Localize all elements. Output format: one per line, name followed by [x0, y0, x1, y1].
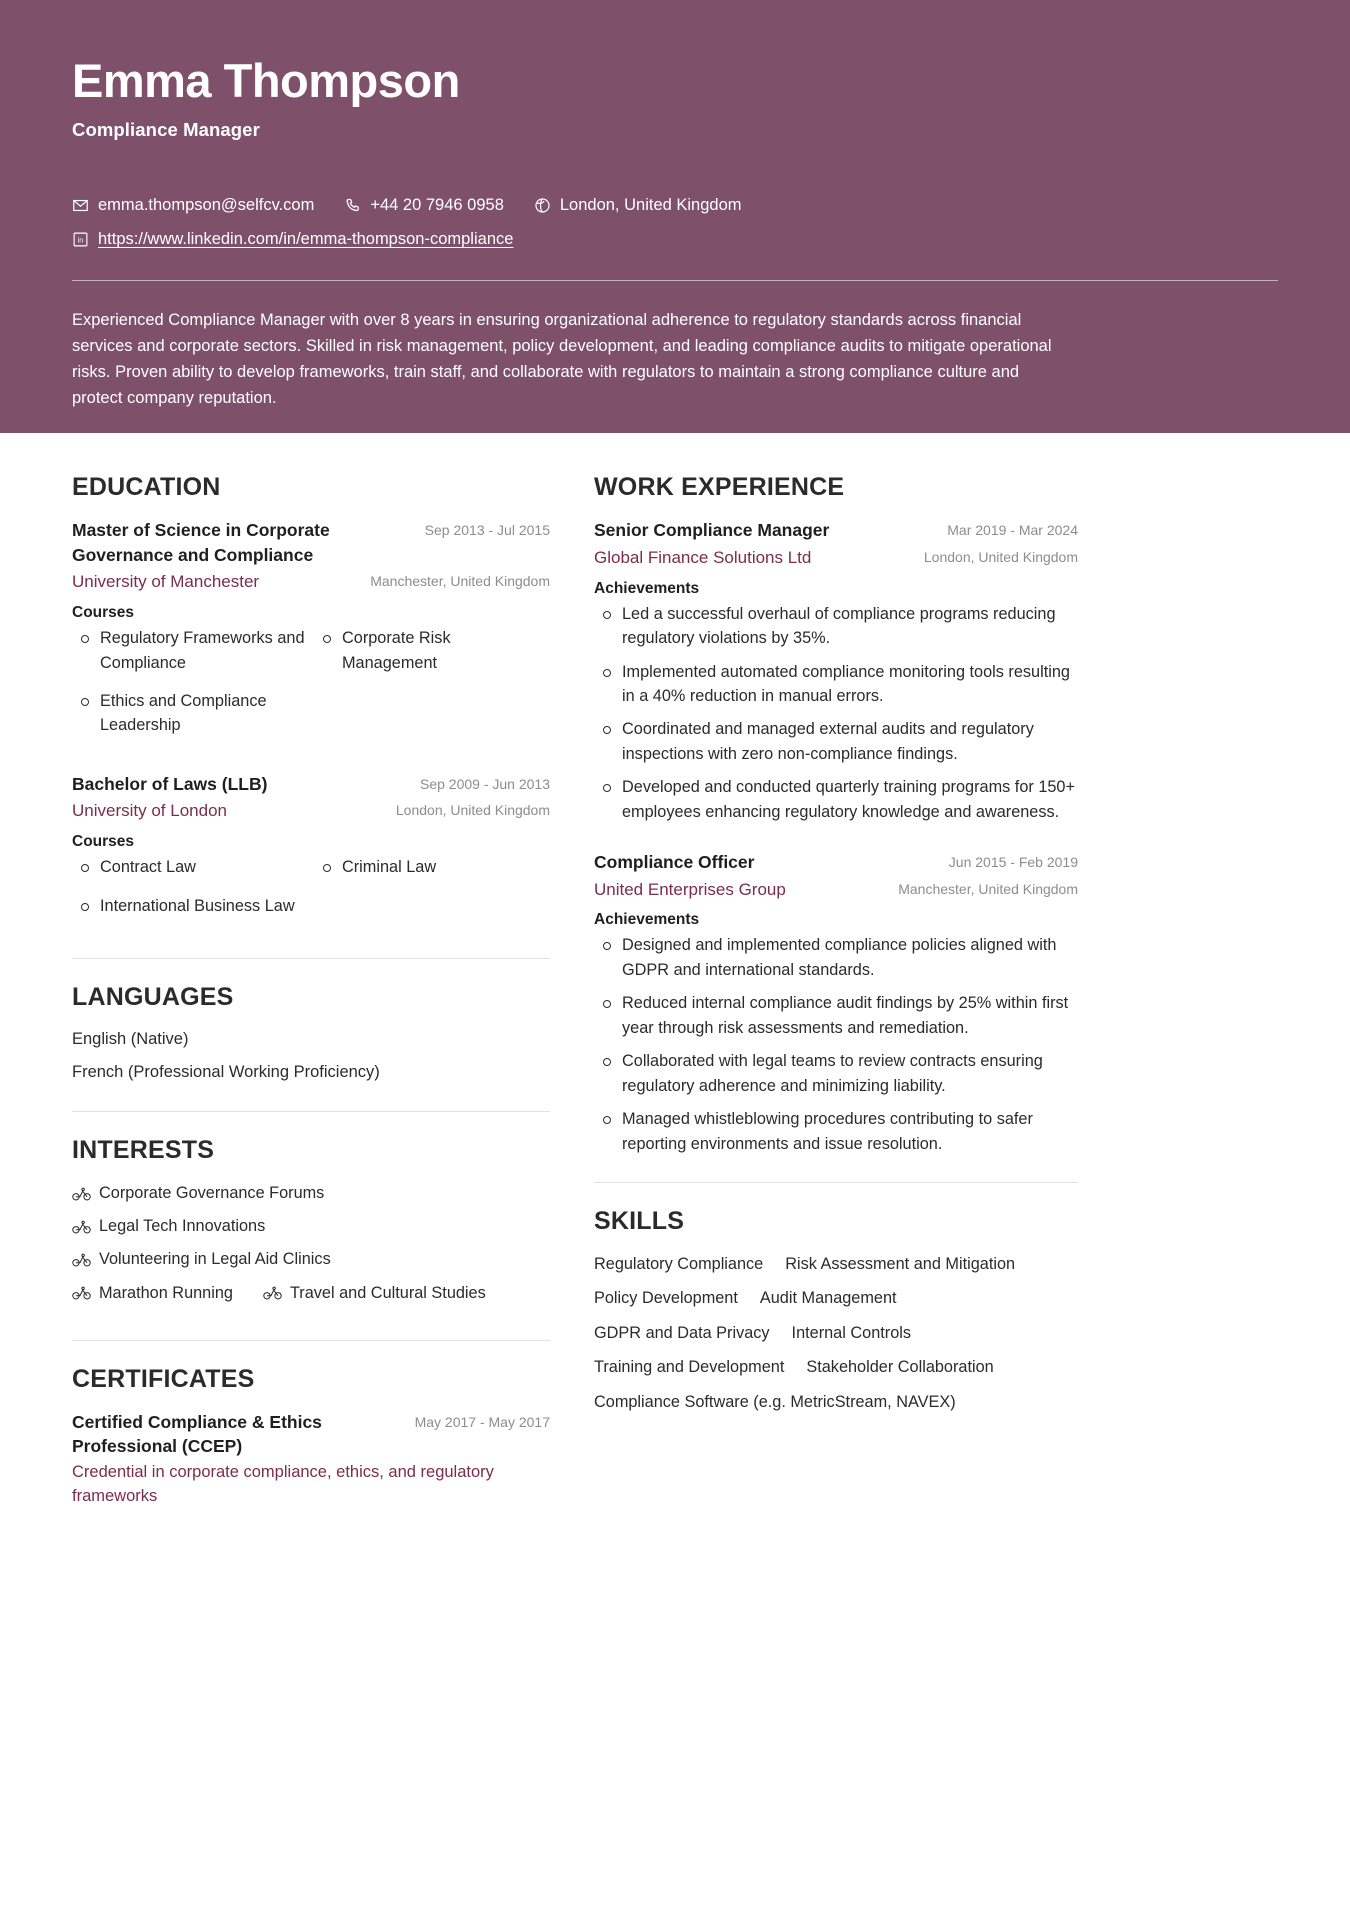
interest-label: Corporate Governance Forums: [99, 1183, 325, 1202]
section-work-experience: [594, 473, 1078, 1156]
interest-item: [72, 1281, 233, 1306]
education-school: University of Manchester: [72, 572, 260, 592]
divider-interests-certificates: [72, 1340, 550, 1341]
interest-item: [72, 1214, 542, 1239]
skills-section-title: SKILLS: [594, 1206, 685, 1235]
skills-list: [594, 1252, 1078, 1424]
education-degree: Bachelor of Laws (LLB): [72, 773, 268, 794]
skill-item: Audit Management: [759, 1289, 897, 1308]
course-item: Ethics and Compliance Leadership: [72, 689, 308, 738]
divider-education-languages: [72, 958, 550, 959]
divider-languages-interests: [72, 1111, 550, 1112]
candidate-name: Emma Thompson: [72, 54, 460, 107]
linkedin-icon: [72, 231, 89, 248]
skill-item: Training and Development: [594, 1358, 785, 1377]
interests-list: [72, 1181, 542, 1314]
achievement-item: Led a successful overhaul of compliance programs reducing regulatory violations by 35%.: [594, 602, 1078, 651]
interests-section-title: INTERESTS: [72, 1135, 215, 1164]
bicycle-icon: [72, 1286, 91, 1300]
education-section-title: EDUCATION: [72, 473, 221, 502]
education-location: Manchester, United Kingdom: [370, 573, 550, 590]
interest-label: Volunteering in Legal Aid Clinics: [99, 1250, 331, 1269]
languages-section-title: LANGUAGES: [72, 983, 234, 1012]
achievement-item: Implemented automated compliance monitoring tools resulting in a 40% reduction in manual errors.: [594, 660, 1078, 709]
certificate-entry: [72, 1410, 550, 1509]
section-education: [72, 473, 550, 932]
work-date: Mar 2019 - Mar 2024: [947, 522, 1078, 539]
bicycle-icon: [72, 1187, 91, 1201]
interest-label: Marathon Running: [99, 1283, 233, 1302]
course-item: Contract Law: [72, 855, 308, 879]
section-skills: [594, 1207, 1078, 1424]
resume-header: [0, 0, 1350, 433]
contact-location-text: London, United Kingdom: [559, 195, 742, 214]
interest-label: Legal Tech Innovations: [99, 1217, 266, 1236]
phone-icon: [344, 197, 361, 214]
achievement-item: Coordinated and managed external audits and regulatory inspections with zero non-compliance findings.: [594, 717, 1078, 766]
education-entry-sub: [72, 799, 550, 823]
skill-item: Internal Controls: [791, 1323, 912, 1342]
education-courses-label: Courses: [72, 604, 135, 622]
achievement-item: Designed and implemented compliance policies aligned with GDPR and international standards.: [594, 933, 1078, 982]
certificate-name: Certified Compliance & Ethics Professional (CCEP): [72, 1411, 322, 1457]
work-position: Compliance Officer: [594, 852, 755, 873]
contact-linkedin-text[interactable]: https://www.linkedin.com/in/emma-thompson-compliance: [98, 230, 514, 249]
achievement-item: Reduced internal compliance audit findings by 25% within first year through risk assessments and remediation.: [594, 991, 1078, 1040]
divider-work-skills: [594, 1182, 1078, 1183]
work-entry-sub: [594, 878, 1078, 902]
contact-phone-text: +44 20 7946 0958: [370, 195, 504, 214]
candidate-job-title: Compliance Manager: [72, 118, 260, 140]
achievement-item: Collaborated with legal teams to review contracts ensuring regulatory adherence and minimizing liability.: [594, 1049, 1078, 1098]
language-item: English (Native): [72, 1030, 189, 1049]
skill-item: Stakeholder Collaboration: [806, 1358, 994, 1377]
certificates-section-title: CERTIFICATES: [72, 1364, 255, 1393]
education-date: Sep 2013 - Jul 2015: [424, 522, 550, 539]
header-divider: [72, 280, 1278, 281]
work-location: London, United Kingdom: [923, 548, 1078, 565]
work-entry-sub: [594, 546, 1078, 570]
education-entry-head: [72, 772, 550, 797]
course-item: International Business Law: [72, 894, 308, 918]
education-date: Sep 2009 - Jun 2013: [420, 775, 550, 792]
work-entry-head: [594, 850, 1078, 875]
education-entry-sub: [72, 570, 550, 594]
contact-email-text: emma.thompson@selfcv.com: [98, 195, 315, 214]
work-achievements-list: [594, 602, 1078, 825]
bicycle-icon: [72, 1220, 91, 1234]
skill-item: Risk Assessment and Mitigation: [785, 1254, 1016, 1273]
work-date: Jun 2015 - Feb 2019: [948, 854, 1078, 871]
svg-text:in: in: [77, 236, 84, 245]
globe-icon: [534, 197, 551, 214]
bicycle-icon: [72, 1253, 91, 1267]
skill-item: Regulatory Compliance: [594, 1254, 764, 1273]
certificate-description: Credential in corporate compliance, ethics, and regulatory frameworks: [72, 1462, 494, 1505]
education-degree: Master of Science in Corporate Governance and Compliance: [72, 520, 330, 565]
section-interests: [72, 1136, 550, 1314]
skill-item: Compliance Software (e.g. MetricStream, NAVEX): [594, 1392, 956, 1411]
bicycle-icon: [263, 1286, 282, 1300]
work-achievements-label: Achievements: [594, 579, 700, 597]
work-company: Global Finance Solutions Ltd: [594, 547, 812, 567]
work-achievements-label: Achievements: [594, 911, 700, 929]
education-entry: [72, 518, 550, 752]
contact-phone[interactable]: [344, 193, 504, 218]
resume-body: [0, 433, 1350, 1528]
contact-row-primary: [72, 193, 1278, 218]
interest-label: Travel and Cultural Studies: [289, 1283, 486, 1302]
course-item: Corporate Risk Management: [314, 626, 550, 675]
contact-row-secondary: [72, 227, 1278, 252]
work-company: United Enterprises Group: [594, 879, 786, 899]
education-location: London, United Kingdom: [395, 802, 550, 819]
language-item: French (Professional Working Proficiency): [72, 1063, 380, 1082]
skill-item: GDPR and Data Privacy: [594, 1323, 770, 1342]
education-courses-list: [72, 626, 550, 752]
certificate-entry-head: [72, 1410, 550, 1459]
education-entry-head: [72, 518, 550, 567]
course-item: Regulatory Frameworks and Compliance: [72, 626, 308, 675]
course-item: Criminal Law: [314, 855, 550, 879]
right-column: [594, 433, 1078, 1428]
education-courses-label: Courses: [72, 833, 135, 851]
work-position: Senior Compliance Manager: [594, 520, 830, 541]
education-school: University of London: [72, 801, 227, 821]
work-entry: [594, 518, 1078, 824]
education-entry: [72, 772, 550, 932]
work-location: Manchester, United Kingdom: [898, 880, 1078, 897]
professional-summary: Experienced Compliance Manager with over 8 years in ensuring organizational adherence to regulatory standards across financial services and corporate sectors. Skilled in risk management, policy development, and leading compliance audits to mitigate operational risks. Proven ability to develop frameworks, train staff, and collaborate with regulators to maintain a strong compliance culture and protect company reputation.: [72, 311, 1052, 408]
certificate-date: May 2017 - May 2017: [414, 1413, 550, 1430]
left-column: [72, 433, 550, 1528]
work-experience-section-title: WORK EXPERIENCE: [594, 473, 845, 502]
achievement-item: Developed and conducted quarterly training programs for 150+ employees enhancing regulatory knowledge and awareness.: [594, 775, 1078, 824]
envelope-icon: [72, 197, 89, 214]
interest-item: [72, 1181, 542, 1206]
interest-item: [263, 1281, 486, 1306]
work-entry-head: [594, 518, 1078, 543]
work-entry: [594, 850, 1078, 1156]
interest-item: [72, 1247, 542, 1272]
contact-location: [534, 193, 742, 218]
work-achievements-list: [594, 933, 1078, 1156]
contact-email[interactable]: [72, 193, 314, 218]
contact-linkedin[interactable]: [72, 227, 513, 252]
contact-block: [72, 193, 1278, 253]
education-courses-list: [72, 855, 550, 932]
skill-item: Policy Development: [594, 1289, 738, 1308]
section-languages: [72, 983, 550, 1085]
section-certificates: [72, 1365, 550, 1509]
achievement-item: Managed whistleblowing procedures contributing to safer reporting environments and issue resolution.: [594, 1107, 1078, 1156]
